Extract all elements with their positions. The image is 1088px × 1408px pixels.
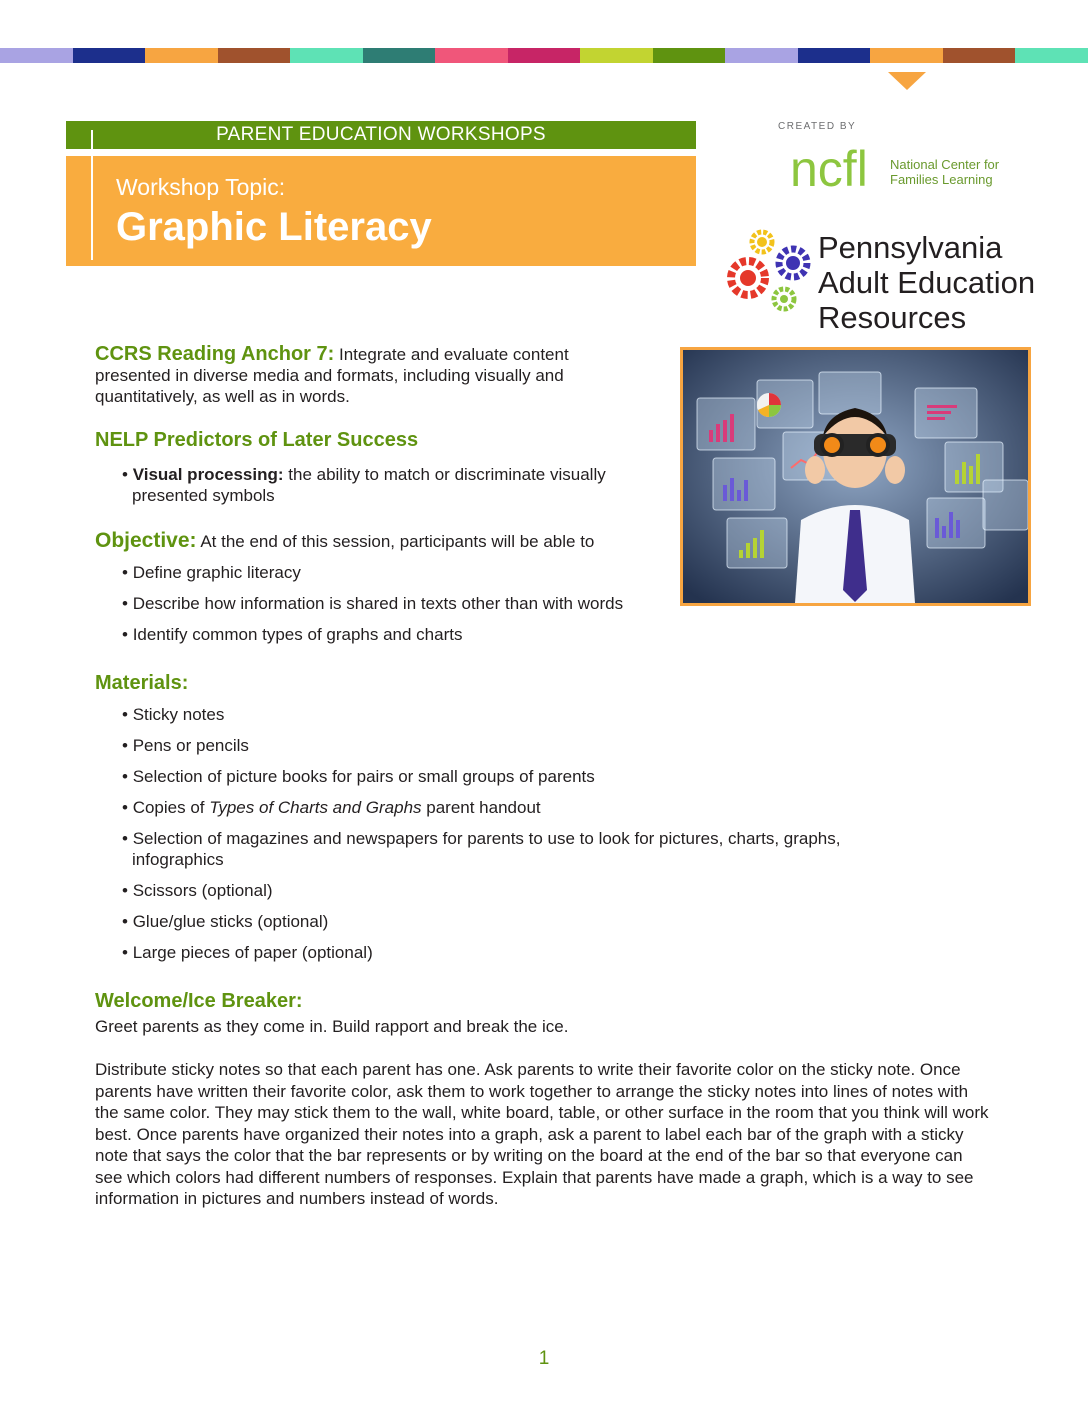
list-item: • Large pieces of paper (optional) [122, 942, 373, 962]
handout-title: Types of Charts and Graphs [209, 797, 422, 817]
list-item: • Define graphic literacy [122, 562, 301, 582]
nelp-heading: NELP Predictors of Later Success [95, 429, 419, 451]
stripe-segment [73, 48, 146, 63]
stripe-segment [798, 48, 871, 63]
nelp-list [95, 464, 625, 506]
welcome-paragraph-2: Distribute sticky notes so that each parent has one. Ask parents to write their favorite color on the sticky note. Once parents have written their favorite color, ask them to work together to arrange the sticky notes into lines of notes with the same color. They may stick them to the wall, white board, table, or other surface in the room that you think will work best. Once parents have organized their notes into a graph, ask a parent to label each bar of the graph with a sticky note that says the color that the bar represents or by writing on the board at the end of the bar so that everyone can see which colors had different numbers of responses. Explain that parents have made a graph, which is a way to see information in pictures and numbers instead of words. [95, 1060, 989, 1208]
list-item-text: parent handout [421, 797, 541, 817]
stripe-segment [290, 48, 363, 63]
orange-triangle-marker [888, 72, 926, 90]
stripe-segment [363, 48, 436, 63]
stripe-segment [145, 48, 218, 63]
list-item: • Identify common types of graphs and charts [122, 624, 463, 644]
stripe-segment [218, 48, 291, 63]
ccrs-anchor [95, 344, 640, 407]
list-item: • Visual processing: the ability to match or discriminate visually presented symbols [122, 465, 606, 505]
ccrs-anchor-label: CCRS Reading Anchor 7: [95, 343, 335, 365]
stripe-segment [943, 48, 1016, 63]
ccrs-anchor-text: Integrate and evaluate content presented in diverse media and formats, including visually and quantitatively, as well as in words. [95, 345, 569, 406]
pa-logo-line2: Adult Education [818, 265, 1036, 300]
stripe-segment [653, 48, 726, 63]
blue-gear [779, 249, 807, 277]
ncfl-logo-mark: ncfl [790, 141, 868, 197]
objective-list [95, 562, 625, 645]
stripe-segment [435, 48, 508, 63]
list-item: • Glue/glue sticks (optional) [122, 911, 329, 931]
list-item: • Selection of magazines and newspapers for parents to use to look for pictures, charts, graphs, infographics [122, 828, 841, 869]
page-number: 1 [538, 1348, 550, 1369]
color-stripe [0, 48, 1088, 63]
stripe-segment [0, 48, 73, 63]
main-content [95, 344, 995, 1210]
list-item: • Selection of picture books for pairs or small groups of parents [122, 766, 595, 786]
stripe-segment [725, 48, 798, 63]
page-title: Graphic Literacy [116, 205, 432, 249]
objective-intro: At the end of this session, participants will be able to [196, 532, 595, 551]
ncfl-name-line1: National Center for [890, 157, 1000, 172]
objective-paragraph [95, 530, 995, 553]
list-item: • Copies of Types of Charts and Graphs parent handout [122, 797, 541, 817]
list-item-text: Large pieces of paper (optional) [132, 942, 373, 962]
red-gear [731, 261, 765, 295]
list-item-text: Identify common types of graphs and charts [132, 624, 463, 644]
ncfl-name-line2: Families Learning [890, 172, 993, 187]
list-item-text: Describe how information is shared in texts other than with words [132, 593, 624, 613]
list-item: • Pens or pencils [122, 735, 249, 755]
stripe-segment [1015, 48, 1088, 63]
welcome-heading: Welcome/Ice Breaker: [95, 989, 303, 1012]
list-item-text: Selection of picture books for pairs or small groups of parents [132, 766, 595, 786]
list-item-text: Selection of magazines and newspapers for parents to use to look for pictures, charts, graphs, infographics [132, 828, 841, 869]
ncfl-logo [790, 134, 890, 204]
gears-icon [722, 228, 818, 328]
nelp-item-bold: Visual processing: [132, 465, 284, 484]
nelp-item-text: the ability to match or discriminate visually presented symbols [132, 465, 606, 505]
pa-logo-text [818, 230, 1035, 335]
list-item-text: Glue/glue sticks (optional) [132, 911, 329, 931]
materials-heading: Materials: [95, 671, 189, 694]
stripe-segment [870, 48, 943, 63]
stripe-segment [580, 48, 653, 63]
stripe-segment [508, 48, 581, 63]
pa-logo-line1: Pennsylvania [818, 230, 1003, 265]
list-item: • Describe how information is shared in texts other than with words [122, 593, 624, 613]
list-item-text: Define graphic literacy [132, 562, 301, 582]
list-item-text: Scissors (optional) [132, 880, 273, 900]
list-item-text: Sticky notes [132, 704, 225, 724]
created-by-label: CREATED BY [778, 121, 857, 132]
list-item-text: Pens or pencils [132, 735, 249, 755]
header-divider-line [91, 130, 93, 260]
yellow-gear [752, 232, 772, 252]
list-item-text: Copies of [132, 797, 210, 817]
ncfl-name [890, 157, 999, 187]
objective-heading: Objective: [95, 529, 197, 552]
workshop-band [66, 121, 696, 149]
pa-logo-line3: Resources [818, 300, 967, 335]
band-text: PARENT EDUCATION WORKSHOPS [216, 124, 546, 145]
list-item: • Sticky notes [122, 704, 225, 724]
green-gear [774, 289, 794, 309]
welcome-paragraph-1: Greet parents as they come in. Build rapport and break the ice. [95, 1016, 569, 1036]
topic-label: Workshop Topic: [116, 174, 286, 200]
list-item: • Scissors (optional) [122, 880, 273, 900]
materials-list [95, 704, 915, 963]
